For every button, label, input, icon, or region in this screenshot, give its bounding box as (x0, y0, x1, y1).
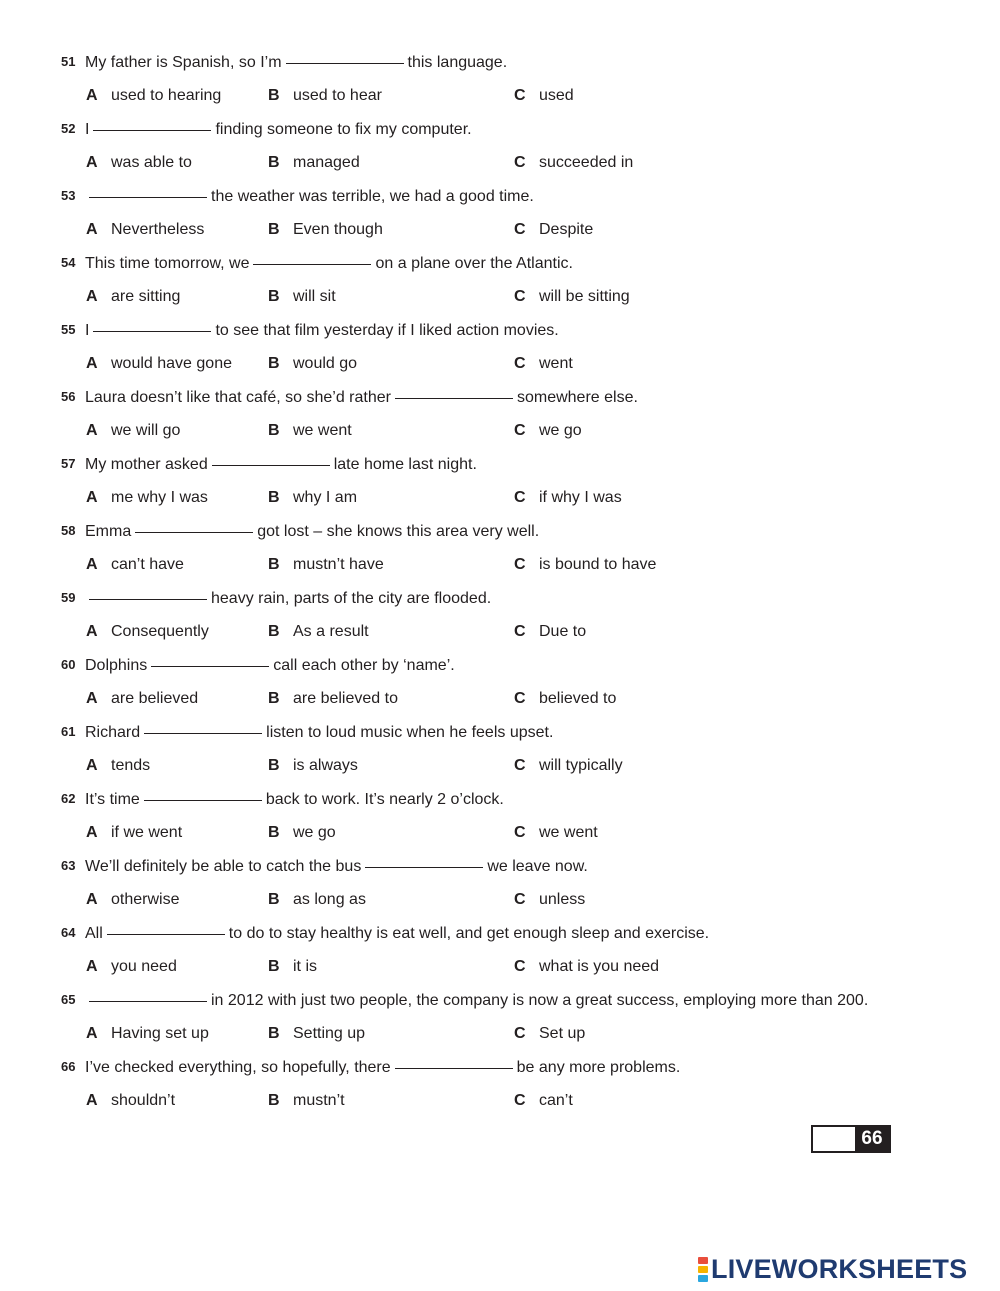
question-number: 63 (61, 858, 76, 873)
question-item (0, 1005, 1000, 1109)
option-letter: A (86, 489, 98, 506)
question-item (0, 670, 1000, 774)
option-letter: C (514, 1092, 526, 1109)
option-text: Due to (539, 623, 587, 640)
question-text-before: I’ve checked everything, so hopefully, there (85, 1059, 391, 1076)
option-letter: A (86, 690, 98, 707)
question-text-after: on a plane over the Atlantic. (375, 255, 573, 272)
option-letter: B (268, 824, 280, 841)
question-number: 65 (61, 992, 76, 1007)
answer-blank[interactable] (89, 196, 207, 198)
option-text: can’t have (111, 556, 184, 573)
option-letter: C (514, 757, 526, 774)
option-a[interactable] (86, 1090, 175, 1112)
option-text: are believed (111, 690, 199, 707)
answer-blank[interactable] (93, 330, 211, 332)
question-number: 58 (61, 523, 76, 538)
option-text: went (539, 355, 573, 372)
option-text: used to hearing (111, 87, 222, 104)
option-letter: A (86, 221, 98, 238)
question-text-before: Richard (85, 724, 141, 741)
option-letter: B (268, 690, 280, 707)
option-text: would go (293, 355, 358, 372)
option-letter: B (268, 891, 280, 908)
option-text: Nevertheless (111, 221, 205, 238)
option-text: it is (293, 958, 317, 975)
option-text: believed to (539, 690, 617, 707)
option-letter: C (514, 154, 526, 171)
option-text: managed (293, 154, 360, 171)
option-letter: B (268, 221, 280, 238)
question-number: 61 (61, 724, 76, 739)
option-text: tends (111, 757, 151, 774)
question-text-after: somewhere else. (516, 389, 638, 406)
option-letter: A (86, 1092, 98, 1109)
option-text: Set up (539, 1025, 586, 1042)
option-letter: C (514, 87, 526, 104)
question-text-before: All (85, 925, 103, 942)
option-text: will be sitting (539, 288, 630, 305)
option-letter: A (86, 958, 98, 975)
option-text: succeeded in (539, 154, 634, 171)
option-text: will typically (539, 757, 623, 774)
question-item (0, 871, 1000, 975)
option-letter: B (268, 422, 280, 439)
option-letter: B (268, 623, 280, 640)
answer-blank[interactable] (286, 62, 404, 64)
question-number: 62 (61, 791, 76, 806)
option-text: if why I was (539, 489, 622, 506)
question-number: 59 (61, 590, 76, 605)
option-text: Even though (293, 221, 383, 238)
question-item (0, 603, 1000, 707)
option-text: we will go (111, 422, 181, 439)
option-text: can’t (539, 1092, 573, 1109)
option-letter: C (514, 1025, 526, 1042)
option-letter: B (268, 1025, 280, 1042)
option-text: is always (293, 757, 358, 774)
option-letter: A (86, 1025, 98, 1042)
option-letter: B (268, 355, 280, 372)
option-text: Having set up (111, 1025, 209, 1042)
logo-text: LIVEWORKSHEETS (711, 1253, 968, 1284)
option-letter: C (514, 958, 526, 975)
liveworksheets-logo (698, 1255, 967, 1283)
option-text: mustn’t (293, 1092, 345, 1109)
option-letter: B (268, 87, 280, 104)
option-text: as long as (293, 891, 366, 908)
question-text-after: this language. (407, 54, 508, 71)
question-number: 64 (61, 925, 76, 940)
question-text-before: This time tomorrow, we (85, 255, 250, 272)
option-text: As a result (293, 623, 369, 640)
question-text-before: My father is Spanish, so I’m (85, 54, 282, 71)
question-number: 53 (61, 188, 76, 203)
question-text-before: We’ll definitely be able to catch the bus (85, 858, 362, 875)
page-number: 66 (855, 1127, 889, 1151)
question-number: 55 (61, 322, 76, 337)
answer-blank[interactable] (89, 1000, 207, 1002)
question-item (0, 469, 1000, 573)
option-letter: A (86, 891, 98, 908)
option-letter: C (514, 556, 526, 573)
question-text-after: back to work. It’s nearly 2 o’clock. (265, 791, 504, 808)
question-item (0, 134, 1000, 238)
question-text-after: to do to stay healthy is eat well, and get enough sleep and exercise. (228, 925, 710, 942)
option-text: Setting up (293, 1025, 366, 1042)
question-number: 66 (61, 1059, 76, 1074)
answer-blank[interactable] (212, 464, 330, 466)
answer-blank[interactable] (135, 531, 253, 533)
question-number: 51 (61, 54, 76, 69)
option-text: will sit (293, 288, 336, 305)
question-text-after: got lost – she knows this area very well. (257, 523, 540, 540)
question-item (0, 804, 1000, 908)
option-text: we go (539, 422, 582, 439)
question-text-after: in 2012 with just two people, the company is now a great success, employing more than 200. (211, 992, 869, 1009)
question-number: 57 (61, 456, 76, 471)
option-text: what is you need (539, 958, 660, 975)
question-text-after: call each other by ‘name’. (273, 657, 455, 674)
question-item (0, 67, 1000, 171)
option-letter: A (86, 556, 98, 573)
option-text: are believed to (293, 690, 398, 707)
question-number: 52 (61, 121, 76, 136)
option-letter: A (86, 154, 98, 171)
question-text-after: the weather was terrible, we had a good time. (211, 188, 534, 205)
answer-blank[interactable] (151, 665, 269, 667)
logo-mark-icon (698, 1256, 708, 1283)
option-letter: B (268, 1092, 280, 1109)
option-letter: C (514, 891, 526, 908)
question-text-before: It’s time (85, 791, 140, 808)
option-text: Consequently (111, 623, 209, 640)
option-text: me why I was (111, 489, 208, 506)
question-text-before: Dolphins (85, 657, 148, 674)
option-letter: A (86, 757, 98, 774)
option-text: we go (293, 824, 336, 841)
option-letter: A (86, 824, 98, 841)
question-text-after: we leave now. (487, 858, 588, 875)
question-item (0, 201, 1000, 305)
option-letter: A (86, 87, 98, 104)
option-text: if we went (111, 824, 183, 841)
option-text: we went (539, 824, 598, 841)
option-text: would have gone (111, 355, 232, 372)
option-letter: C (514, 824, 526, 841)
option-text: is bound to have (539, 556, 657, 573)
option-letter: B (268, 154, 280, 171)
option-letter: C (514, 422, 526, 439)
question-text-after: listen to loud music when he feels upset. (266, 724, 554, 741)
option-letter: A (86, 288, 98, 305)
option-letter: B (268, 288, 280, 305)
option-text: we went (293, 422, 352, 439)
option-letter: A (86, 355, 98, 372)
option-text: why I am (293, 489, 358, 506)
question-text-after: heavy rain, parts of the city are flooded. (211, 590, 492, 607)
question-text-before: I (85, 322, 90, 339)
page-number-box (811, 1125, 891, 1153)
option-text: shouldn’t (111, 1092, 176, 1109)
question-item (0, 536, 1000, 640)
question-item (0, 335, 1000, 439)
question-item (0, 0, 1000, 104)
answer-blank[interactable] (93, 129, 211, 131)
question-item (0, 268, 1000, 372)
answer-blank[interactable] (144, 732, 262, 734)
option-letter: B (268, 556, 280, 573)
option-letter: A (86, 623, 98, 640)
question-text-before: Emma (85, 523, 132, 540)
option-letter: B (268, 757, 280, 774)
option-letter: C (514, 489, 526, 506)
answer-blank[interactable] (107, 933, 225, 935)
question-number: 56 (61, 389, 76, 404)
option-text: unless (539, 891, 586, 908)
option-text: Despite (539, 221, 594, 238)
question-text-after: to see that film yesterday if I liked action movies. (215, 322, 559, 339)
option-b[interactable] (268, 1090, 345, 1112)
option-c[interactable] (514, 1090, 573, 1112)
question-text-after: finding someone to fix my computer. (215, 121, 472, 138)
answer-blank[interactable] (253, 263, 371, 265)
option-letter: B (268, 489, 280, 506)
option-letter: C (514, 355, 526, 372)
answer-blank[interactable] (144, 799, 262, 801)
option-letter: A (86, 422, 98, 439)
question-text-before: My mother asked (85, 456, 208, 473)
option-text: used to hear (293, 87, 382, 104)
option-text: used (539, 87, 574, 104)
question-item (0, 737, 1000, 841)
question-stem (61, 1056, 680, 1079)
answer-blank[interactable] (395, 1067, 513, 1069)
question-text-after: late home last night. (333, 456, 477, 473)
option-text: mustn’t have (293, 556, 384, 573)
option-text: you need (111, 958, 177, 975)
answer-score-box (813, 1127, 855, 1151)
option-letter: B (268, 958, 280, 975)
question-text-after: be any more problems. (516, 1059, 681, 1076)
answer-blank[interactable] (365, 866, 483, 868)
option-text: was able to (111, 154, 192, 171)
answer-blank[interactable] (89, 598, 207, 600)
option-letter: C (514, 288, 526, 305)
question-number: 60 (61, 657, 76, 672)
option-letter: C (514, 690, 526, 707)
option-text: are sitting (111, 288, 181, 305)
option-letter: C (514, 221, 526, 238)
answer-blank[interactable] (395, 397, 513, 399)
question-item (0, 402, 1000, 506)
question-item (0, 938, 1000, 1042)
option-letter: C (514, 623, 526, 640)
option-text: otherwise (111, 891, 180, 908)
question-number: 54 (61, 255, 76, 270)
question-text-before: Laura doesn’t like that café, so she’d rather (85, 389, 391, 406)
question-text-before: I (85, 121, 90, 138)
